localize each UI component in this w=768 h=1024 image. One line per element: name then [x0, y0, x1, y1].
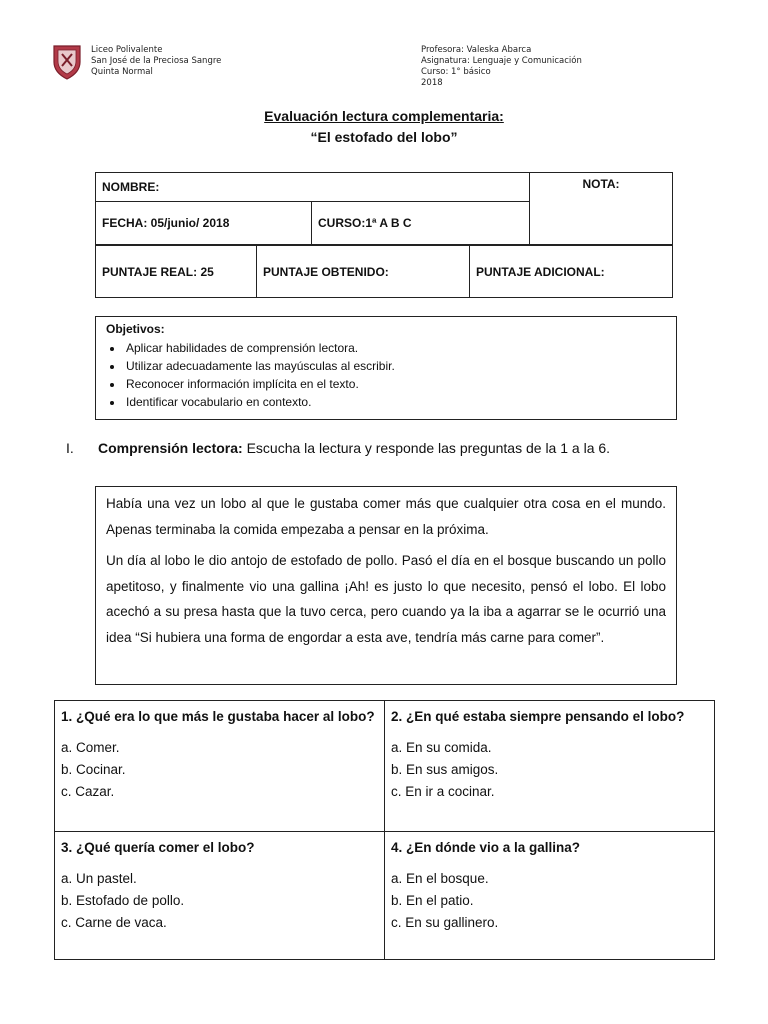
question-cell [55, 701, 385, 832]
grade-field[interactable]: NOTA: [530, 173, 673, 245]
answer-option[interactable]: a. Comer. [61, 740, 120, 755]
answer-option[interactable]: b. En sus amigos. [391, 762, 499, 777]
question-cell [385, 832, 715, 960]
answer-option[interactable]: b. En el patio. [391, 893, 474, 908]
score-table [95, 245, 673, 298]
course-grade: Curso: 1° básico [421, 67, 491, 77]
section-label: Comprensión lectora: [98, 440, 243, 456]
section-title [98, 440, 610, 456]
page-subtitle: “El estofado del lobo” [310, 129, 458, 145]
objectives-heading: Objetivos: [106, 322, 165, 336]
page-title: Evaluación lectura complementaria: [264, 108, 504, 124]
objectives-box [95, 316, 677, 420]
school-subname: San José de la Preciosa Sangre [91, 56, 222, 66]
teacher-name: Profesora: Valeska Abarca [421, 45, 532, 55]
school-crest-logo [52, 44, 82, 80]
answer-option[interactable]: c. En ir a cocinar. [391, 784, 495, 799]
school-name: Liceo Polivalente [91, 45, 163, 55]
answer-option[interactable]: c. Carne de vaca. [61, 915, 167, 930]
objective-item: • Utilizar adecuadamente las mayúsculas al escribir. [124, 357, 666, 375]
answer-option[interactable]: a. En el bosque. [391, 871, 489, 886]
additional-score-field[interactable]: PUNTAJE ADICIONAL: [470, 246, 673, 298]
question-text: 1. ¿Qué era lo que más le gustaba hacer al lobo? [61, 709, 375, 724]
answer-option[interactable]: a. Un pastel. [61, 871, 137, 886]
year: 2018 [421, 78, 443, 88]
passage-paragraph: Un día al lobo le dio antojo de estofado de pollo. Pasó el día en el bosque buscando un pollo apetitoso, y finalmente vio una gallina ¡Ah! es justo lo que necesito, pensó el lobo. El lobo acechó a su presa hasta que la tuvo cerca, pero cuando ya la iba a agarrar se le ocurrió una idea “Si hubiera una forma de engordar a esta ave, tendría más carne para comer”. [106, 553, 666, 645]
answer-option[interactable]: c. En su gallinero. [391, 915, 499, 930]
school-location: Quinta Normal [91, 67, 153, 77]
section-number: I. [66, 440, 74, 456]
answer-option[interactable]: a. En su comida. [391, 740, 492, 755]
objective-item: • Identificar vocabulario en contexto. [124, 393, 666, 411]
section-instruction: Escucha la lectura y responde las preguntas de la 1 a la 6. [242, 440, 611, 456]
question-text: 2. ¿En qué estaba siempre pensando el lobo? [391, 709, 685, 724]
course-info [421, 45, 582, 89]
real-score-field[interactable]: PUNTAJE REAL: 25 [96, 246, 257, 298]
objective-item: • Aplicar habilidades de comprensión lectora. [124, 339, 666, 357]
question-text: 3. ¿Qué quería comer el lobo? [61, 840, 255, 855]
obtained-score-field[interactable]: PUNTAJE OBTENIDO: [257, 246, 470, 298]
passage-paragraph: Había una vez un lobo al que le gustaba comer más que cualquier otra cosa en el mundo. Apenas terminaba la comida empezaba a pensar en la próxima. [106, 496, 666, 537]
course-field[interactable]: CURSO:1ª A B C [312, 202, 530, 245]
question-text: 4. ¿En dónde vio a la gallina? [391, 840, 581, 855]
subject-name: Asignatura: Lenguaje y Comunicación [421, 56, 582, 66]
student-info-table [95, 172, 673, 245]
answer-option[interactable]: b. Cocinar. [61, 762, 126, 777]
school-info [91, 45, 221, 78]
objectives-list [106, 339, 666, 411]
reading-passage [95, 486, 677, 685]
name-field[interactable]: NOMBRE: [96, 173, 530, 202]
questions-table [54, 700, 715, 960]
question-cell [385, 701, 715, 832]
objective-item: • Reconocer información implícita en el texto. [124, 375, 666, 393]
answer-option[interactable]: b. Estofado de pollo. [61, 893, 185, 908]
date-field[interactable]: FECHA: 05/junio/ 2018 [96, 202, 312, 245]
question-cell [55, 832, 385, 960]
answer-option[interactable]: c. Cazar. [61, 784, 115, 799]
